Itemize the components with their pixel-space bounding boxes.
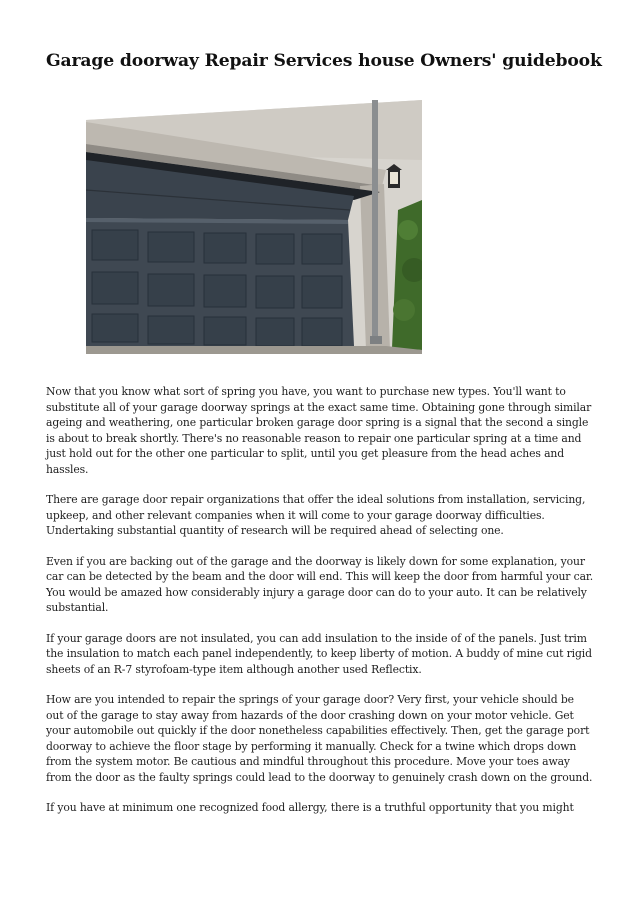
paragraph-3: Even if you are backing out of the garage and the doorway is likely down for some explanation, your car can be detected by the beam and the door will end. This will keep the door from harmful your car. You would be amazed how considerably injury a garage door can do to your auto. It can be relatively substantial. [46, 554, 594, 614]
paragraph-4: If your garage doors are not insulated, you can add insulation to the inside of of the panels. Just trim the insulation to match each panel independently, to keep liberty of motion. A buddy of mine cut rigid sheets of an R-7 styrofoam-type item although another used Reflectix. [46, 631, 592, 676]
paragraph-5: How are you intended to repair the springs of your garage door? Very first, your vehicle should be out of the garage to stay away from hazards of the door crashing down on your motor vehicle. Get your automobile out quickly if the door nonetheless capabilities effectively. Then, get the garage port doorway to achieve the floor stage by performing it manually. Check for a twine which drops down from the system motor. Be cautious and mindful throughout this procedure. Move your toes away from the door as the faulty springs could lead to the doorway to genuinely crash down on the ground. [46, 693, 593, 784]
garage-door-photo [86, 100, 422, 354]
document-title: Garage doorway Repair Services house Owners' guidebook [46, 51, 602, 71]
paragraph-1: Now that you know what sort of spring you have, you want to purchase new types. You'll want to substitute all of your garage doorway springs at the exact same time. Obtaining gone through similar ageing and weathering, one particular broken garage door spring is a signal that the second a single is about to break shortly. There's no reasonable reason to repair one particular spring at a time and just hold out for the other one particular to split, until you get pleasure from the head aches and hassles. [46, 385, 592, 476]
paragraph-6: If you have at minimum one recognized food allergy, there is a truthful opportunity that you might [46, 801, 574, 814]
paragraph-2: There are garage door repair organizations that offer the ideal solutions from installation, servicing, upkeep, and other relevant companies when it will come to your garage doorway difficulties. Undertaking substantial quantity of research will be required ahead of selecting one. [46, 493, 586, 537]
article-body [46, 384, 594, 831]
